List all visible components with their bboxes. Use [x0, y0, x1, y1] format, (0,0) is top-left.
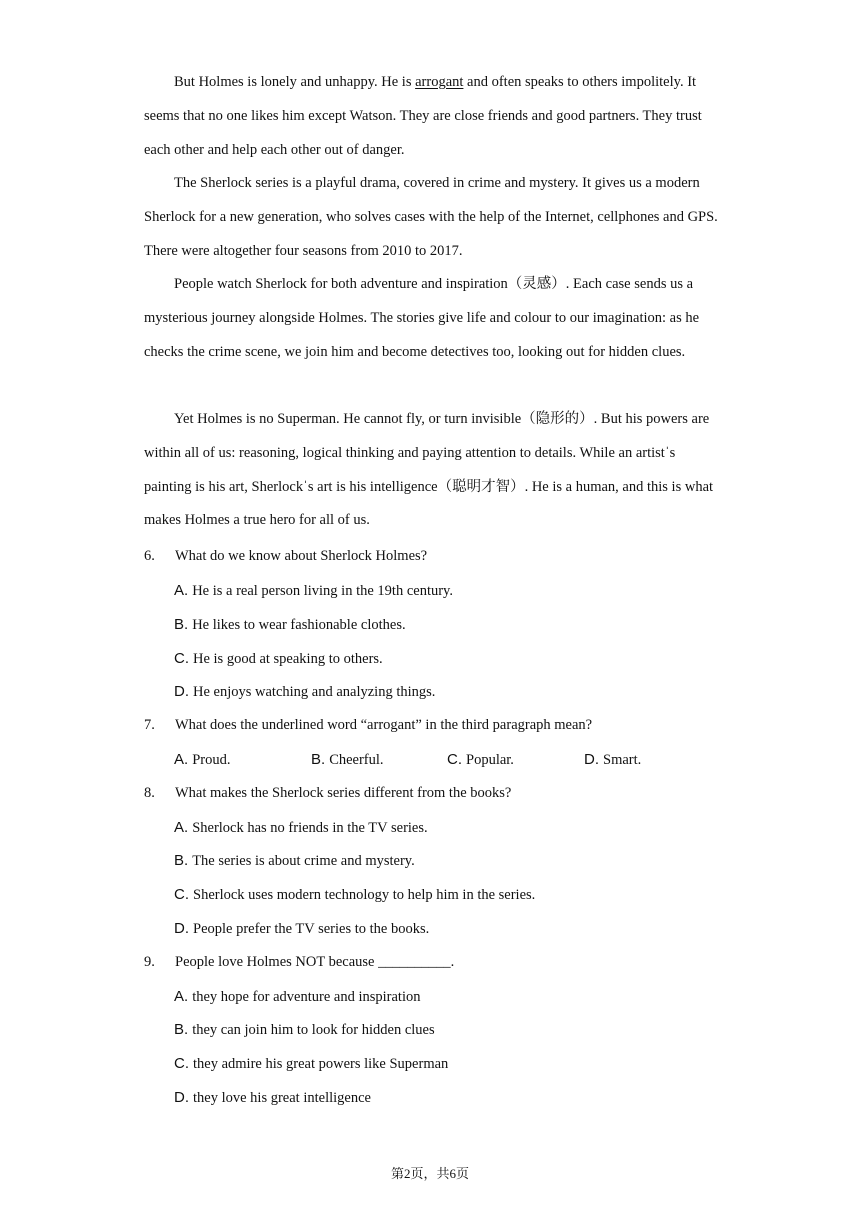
option-text: Sherlock has no friends in the TV series. — [192, 820, 428, 836]
option-letter: B. — [174, 852, 189, 869]
question-number: 9. — [144, 954, 155, 970]
option-letter: C. — [174, 886, 189, 903]
option-letter: A. — [174, 582, 189, 599]
paragraph-no-superman: Yet Holmes is no Superman. He cannot fly, or turn invisible（隐形的）. But his powers are within all of us: reasoning, logical thinking and paying attention to details. While an artistˈs painting is his art, Sherlockˈs art is his intelligence（聪明才智）. He is a human, and this is what makes Holmes a true hero for all of us. — [144, 411, 714, 529]
option-letter: D. — [174, 1089, 189, 1106]
question-7 — [144, 717, 744, 734]
question-8-option-a — [174, 819, 428, 837]
question-number: 7. — [144, 717, 155, 733]
option-text: The series is about crime and mystery. — [192, 853, 415, 869]
question-7-option-d — [584, 751, 641, 769]
question-6-option-d — [174, 683, 435, 701]
option-letter: A. — [174, 819, 189, 836]
option-text: they hope for adventure and inspiration — [192, 989, 421, 1005]
question-9-option-c — [174, 1055, 448, 1073]
question-9-option-b — [174, 1021, 435, 1039]
option-letter: A. — [174, 751, 189, 768]
question-6-option-b — [174, 616, 406, 634]
option-text: Cheerful. — [329, 752, 384, 768]
paragraph-text: and often speaks to others impolitely. It seems that no one likes him except Watson. They are close friends and good partners. They trust each other and help each other out of danger. — [144, 74, 702, 158]
question-9 — [144, 954, 744, 971]
question-6 — [144, 548, 744, 565]
option-letter: C. — [174, 650, 189, 667]
option-text: they love his great intelligence — [193, 1090, 371, 1106]
question-7-option-c — [447, 751, 514, 769]
question-9-option-d — [174, 1089, 371, 1107]
option-text: they can join him to look for hidden clues — [192, 1022, 435, 1038]
question-8-option-d — [174, 920, 429, 938]
question-7-option-a — [174, 751, 230, 769]
option-text: they admire his great powers like Superman — [193, 1056, 449, 1072]
option-letter: D. — [174, 683, 189, 700]
question-6-option-a — [174, 582, 453, 600]
option-letter: D. — [584, 751, 599, 768]
option-text: Smart. — [603, 752, 642, 768]
question-stem: What does the underlined word “arrogant” in the third paragraph mean? — [175, 717, 593, 733]
option-letter: D. — [174, 920, 189, 937]
option-letter: B. — [311, 751, 326, 768]
question-8-option-c — [174, 886, 535, 904]
question-7-option-b — [311, 751, 384, 769]
page-footer: 第2页，共6页 — [390, 1166, 469, 1181]
option-letter: C. — [174, 1055, 189, 1072]
option-letter: C. — [447, 751, 462, 768]
option-text: Sherlock uses modern technology to help him in the series. — [193, 887, 536, 903]
option-letter: B. — [174, 1021, 189, 1038]
question-stem: People love Holmes NOT because __________. — [175, 954, 455, 970]
question-9-option-a — [174, 988, 421, 1006]
question-number: 8. — [144, 785, 155, 801]
question-number: 6. — [144, 548, 155, 564]
paragraph-holmes-lonely — [144, 66, 722, 167]
option-text: People prefer the TV series to the books. — [193, 921, 430, 937]
paragraph-adventure-inspiration: People watch Sherlock for both adventure and inspiration（灵感）. Each case sends us a mysterious journey alongside Holmes. The stories give life and colour to our imagination: as he checks the crime scene, we join him and become detectives too, looking out for hidden clues. — [144, 276, 700, 360]
underlined-word: arrogant — [415, 74, 464, 90]
option-text: He likes to wear fashionable clothes. — [192, 617, 406, 633]
paragraph-text: But Holmes is lonely and unhappy. He is — [174, 74, 416, 90]
option-text: He is a real person living in the 19th century. — [192, 583, 453, 599]
option-letter: A. — [174, 988, 189, 1005]
question-stem: What do we know about Sherlock Holmes? — [175, 548, 428, 564]
paragraph-sherlock-series: The Sherlock series is a playful drama, covered in crime and mystery. It gives us a modern Sherlock for a new generation, who solves cases with the help of the Internet, cellphones and GPS. There were altogether four seasons from 2010 to 2017. — [144, 175, 718, 259]
question-8 — [144, 785, 744, 802]
question-6-option-c — [174, 650, 383, 668]
option-text: Popular. — [466, 752, 514, 768]
option-letter: B. — [174, 616, 189, 633]
question-stem: What makes the Sherlock series different from the books? — [175, 785, 512, 801]
option-text: He enjoys watching and analyzing things. — [193, 684, 436, 700]
option-text: Proud. — [192, 752, 231, 768]
question-8-option-b — [174, 852, 415, 870]
option-text: He is good at speaking to others. — [193, 651, 383, 667]
